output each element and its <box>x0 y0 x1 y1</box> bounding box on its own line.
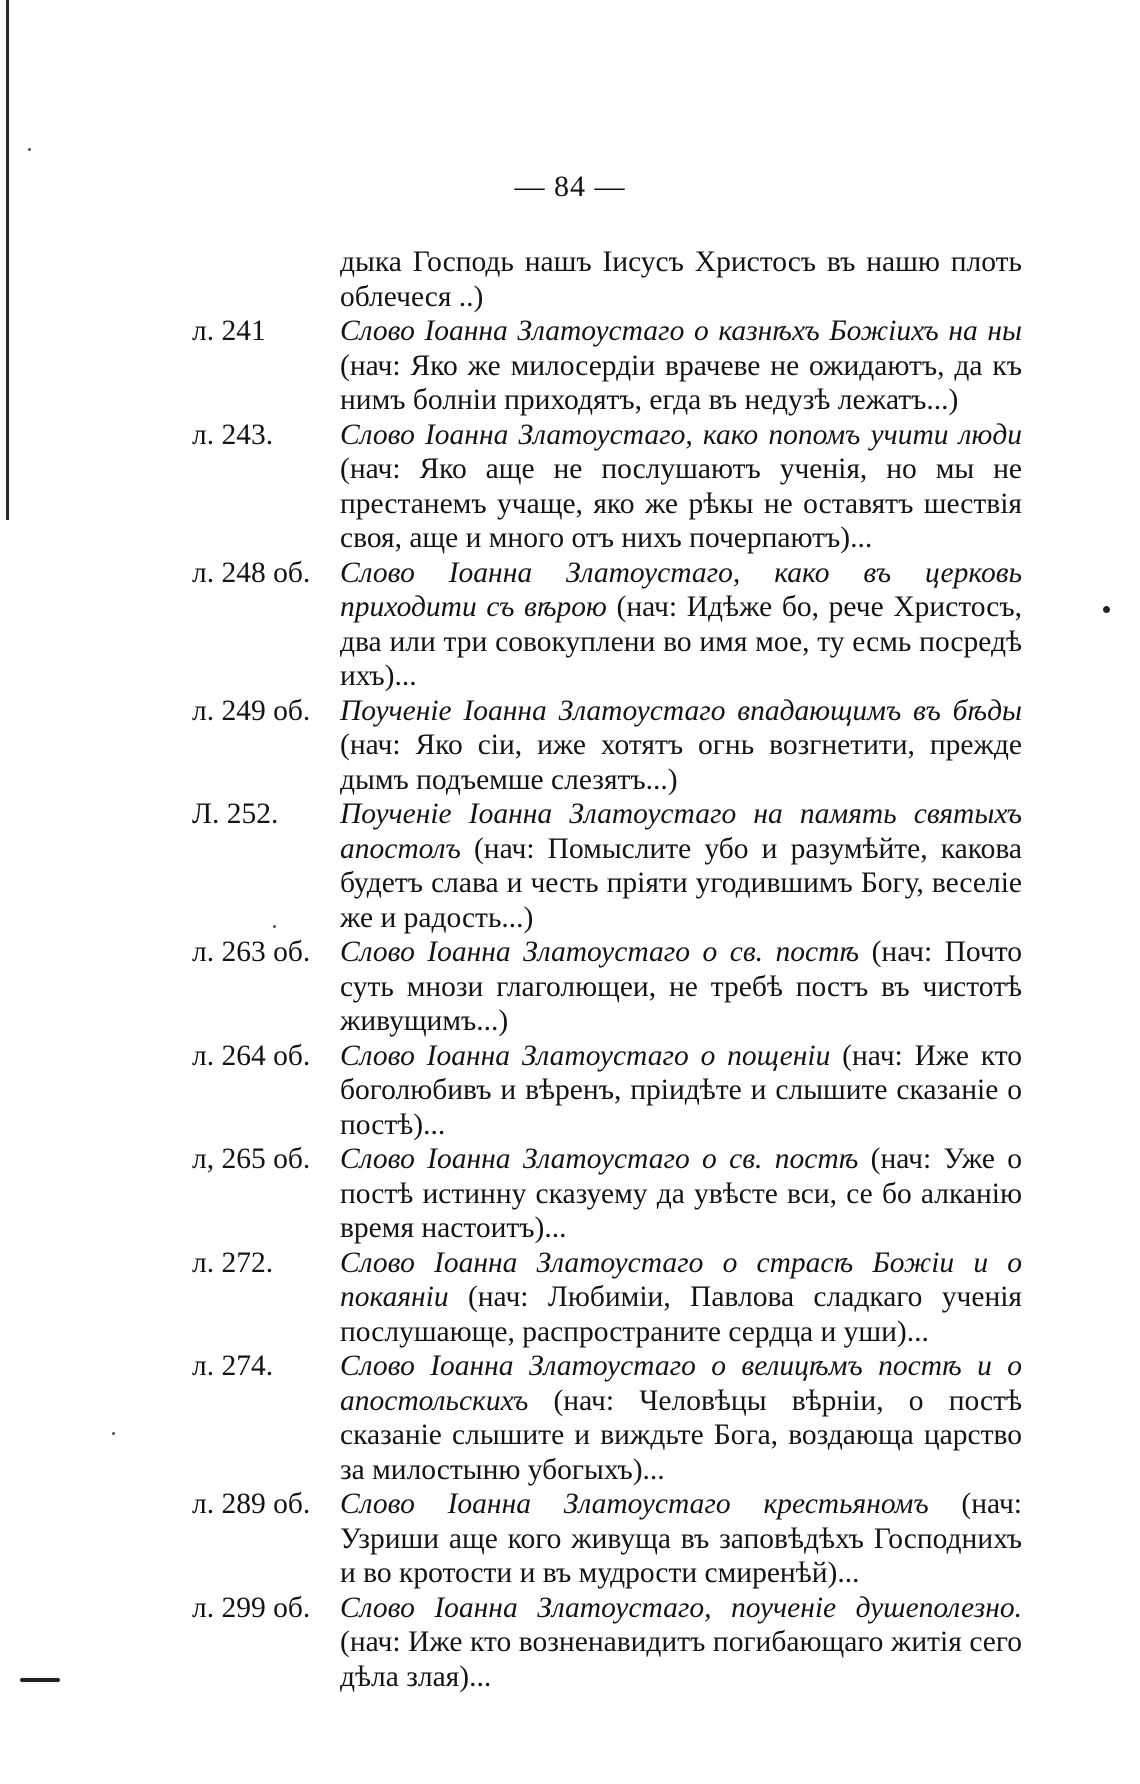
catalog-entries <box>192 245 1022 1694</box>
entry-text <box>340 418 1022 556</box>
entry-title: Слово Іоанна Златоустаго о страсѣ Божіи и о покаяніи <box>340 1246 1022 1313</box>
entry-text <box>340 1246 1022 1350</box>
folio-number: л. 241 <box>192 315 266 347</box>
folio-number: л. 243. <box>192 418 274 451</box>
entry-title: Слово Іоанна Златоустаго, поученіе душеполезно. <box>340 1591 1022 1624</box>
entry-text <box>340 1487 1022 1591</box>
catalog-entry <box>192 1142 1022 1246</box>
catalog-entry <box>192 418 1022 556</box>
entry-description: (нач: Уже о постѣ истинну сказуему да увѣсте вси, се бо алканію время настоитъ)... <box>340 1143 1022 1244</box>
entry-description: (нач: Яко аще не послушаютъ ученія, но мы не престанемъ учаще, яко же рѣкы не оставятъ шествія своя, аще и много отъ нихъ почерпаютъ)... <box>340 453 1022 554</box>
entry-text <box>340 1591 1022 1695</box>
folio-number: Л. 252. <box>192 798 279 830</box>
print-dash <box>20 1678 60 1682</box>
folio-number: л. 272. <box>192 1246 274 1279</box>
page-edge <box>6 0 9 520</box>
catalog-entry <box>192 1039 1022 1143</box>
entry-title: Слово Іоанна Златоустаго, како въ церковь приходити съ вѣрою <box>340 556 1022 623</box>
entry-text <box>340 797 1022 935</box>
entry-description: (нач: Узриши аще кого живуща въ заповѣдѣхъ Господнихъ и во кротости и въ мудрости смиренѣй)... <box>340 1488 1022 1589</box>
entry-text <box>340 1039 1022 1143</box>
catalog-entry <box>192 1487 1022 1591</box>
print-speck <box>28 148 31 151</box>
folio-number: л. 263 об. <box>192 936 311 968</box>
entry-description: (нач: Любиміи, Павлова сладкаго ученія послушающе, распространите сердца и уши)... <box>340 1281 1022 1348</box>
entry-title: Слово Іоанна Златоустаго крестьяномъ <box>340 1488 929 1520</box>
entry-title: Слово Іоанна Златоустаго, како попомъ учити люди <box>340 418 1022 451</box>
entry-title: Слово Іоанна Златоустаго о св. постѣ <box>340 936 860 968</box>
catalog-entry <box>192 1349 1022 1487</box>
folio-number: л, 265 об. <box>192 1143 311 1175</box>
catalog-entry <box>192 797 1022 935</box>
folio-number: л. 289 об. <box>192 1488 311 1520</box>
catalog-entry <box>192 314 1022 418</box>
print-dot <box>1103 606 1110 613</box>
entry-title: Поученіе Іоанна Златоустаго впадающимъ въ бѣды <box>340 694 1022 727</box>
entry-description: (нач: Помыслите убо и разумѣйте, какова будетъ слава и честь пріяти угодившимъ Богу, веселіе же и радость...) <box>340 832 1022 934</box>
catalog-entry <box>192 245 1022 314</box>
catalog-entry <box>192 1591 1022 1695</box>
folio-number: л. 274. <box>192 1350 274 1382</box>
folio-number <box>192 245 340 314</box>
entry-description: (нач: Почто суть мнози глаголющеи, не требѣ постъ въ чистотѣ живущимъ...) <box>340 936 1022 1037</box>
folio-number: л. 248 об. <box>192 556 311 589</box>
entry-title: Слово Іоанна Златоустаго о св. постѣ <box>340 1143 859 1175</box>
page-number: — 84 — <box>514 170 626 203</box>
folio-number: л. 264 об. <box>192 1039 311 1072</box>
entry-description: (нач: Человѣцы вѣрніи, о постѣ сказаніе слышите и виждьте Бога, воздающа царство за милостыню убогыхъ)... <box>340 1384 1022 1486</box>
catalog-entry <box>192 935 1022 1039</box>
catalog-entry <box>192 1246 1022 1350</box>
folio-number: л. 299 об. <box>192 1591 311 1624</box>
entry-description: (нач: Иже кто возненавидитъ погибающаго житія сего дѣла злая)... <box>340 1626 1022 1693</box>
entry-text <box>340 245 1022 314</box>
entry-title: Слово Іоанна Златоустаго о пощеніи <box>340 1039 831 1072</box>
entry-description: дыка Господь нашъ Іисусъ Христосъ въ нашю плоть облечеся ..) <box>340 246 1022 313</box>
entry-title: Слово Іоанна Златоустаго о велицѣмъ постѣ и о апостольскихъ <box>340 1350 1022 1417</box>
entry-description: (нач: Яко же милосердіи врачеве не ожидаютъ, да къ нимъ болніи приходятъ, егда въ недузѣ лежатъ...) <box>340 349 1022 416</box>
catalog-entry <box>192 556 1022 694</box>
entry-text <box>340 1142 1022 1246</box>
entry-description: (нач: Яко сіи, иже хотятъ огнь возгнетити, прежде дымъ подъемше слезятъ...) <box>340 729 1022 796</box>
entry-title: Поученіе Іоанна Златоустаго на память святыхъ апостолъ <box>340 798 1022 865</box>
entry-text <box>340 935 1022 1039</box>
entry-title: Слово Іоанна Златоустаго о казнѣхъ Божіихъ на ны <box>340 315 1022 347</box>
entry-description: (нач: Идѣже бо, рече Христосъ, два или три совокуплени во имя мое, ту есмь посредѣ ихъ)... <box>340 591 1022 692</box>
catalog-entry <box>192 694 1022 798</box>
entry-text <box>340 694 1022 798</box>
entry-description: (нач: Иже кто боголюбивъ и вѣренъ, пріидѣте и слышите сказаніе о постѣ)... <box>340 1039 1022 1141</box>
print-speck <box>112 1432 115 1435</box>
folio-number: л. 249 об. <box>192 694 311 727</box>
entry-text <box>340 314 1022 418</box>
entry-text <box>340 556 1022 694</box>
entry-text <box>340 1349 1022 1487</box>
